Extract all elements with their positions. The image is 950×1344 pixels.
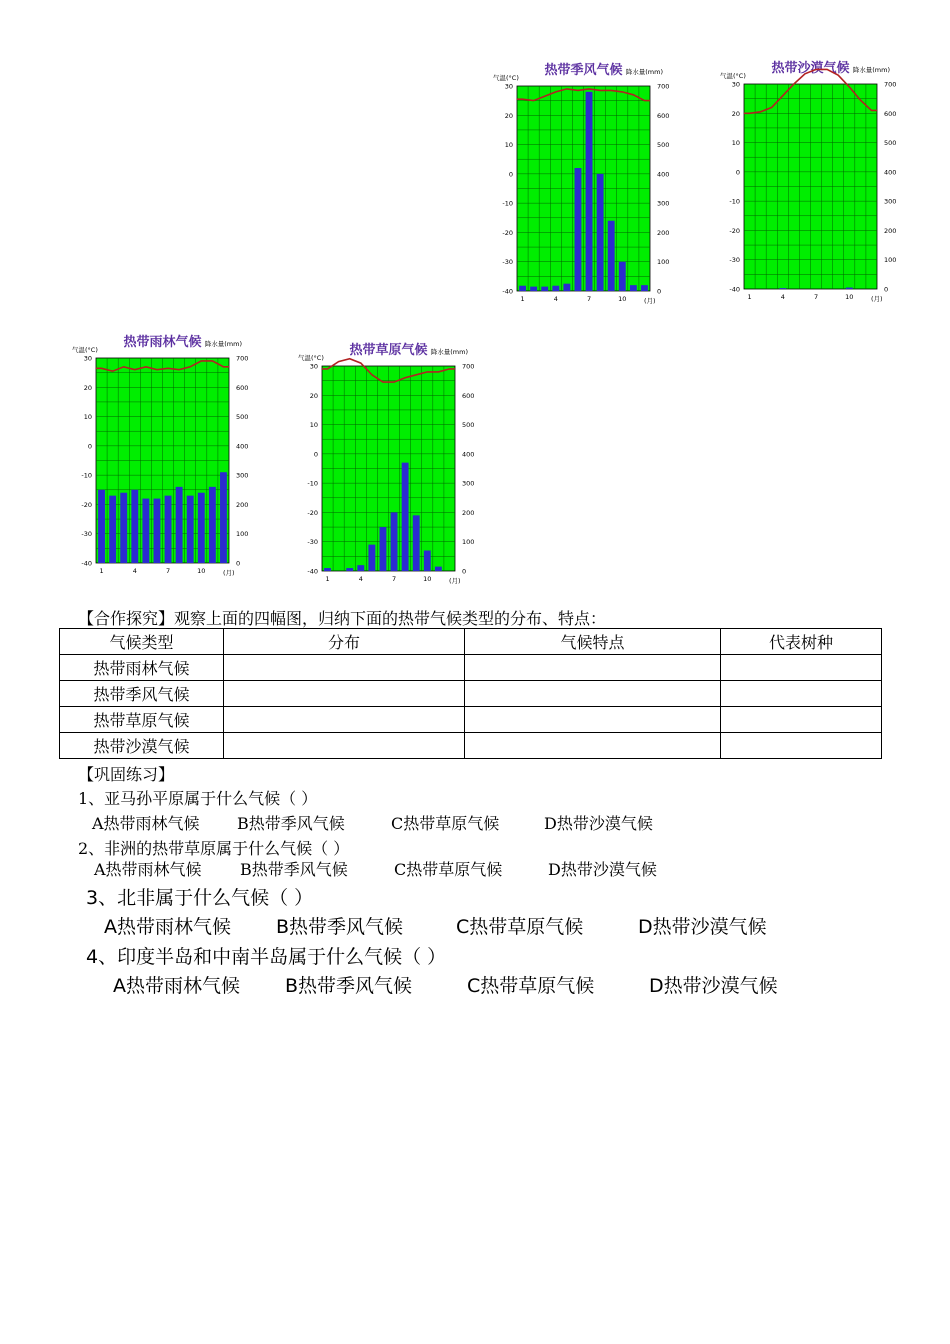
option-c[interactable]: C热带草原气候 — [456, 916, 584, 938]
precip-tick-label: 700 — [462, 362, 475, 371]
section-title-cooperative: 【合作探究】观察上面的四幅图，归纳下面的热带气候类型的分布、特点： — [78, 609, 607, 628]
temp-tick-label: 0 — [508, 170, 513, 179]
precip-bar — [368, 545, 375, 571]
temp-tick-label: 30 — [731, 80, 740, 89]
precip-tick-label: 700 — [236, 354, 249, 363]
temp-tick-label: -20 — [502, 228, 513, 237]
month-tick-label: 4 — [553, 295, 558, 303]
precip-tick-label: 700 — [657, 82, 670, 91]
temp-tick-label: -40 — [502, 287, 513, 296]
precip-bar — [586, 92, 593, 291]
month-unit-label: (月) — [871, 295, 883, 303]
precip-bar — [109, 496, 116, 563]
temp-tick-label: -40 — [729, 285, 740, 294]
option-d[interactable]: D热带沙漠气候 — [649, 975, 778, 997]
precip-axis-label: 降水量(mm) — [430, 348, 468, 356]
chart-title: 热带沙漠气候 — [771, 61, 850, 76]
temp-tick-label: 10 — [504, 141, 513, 150]
table-header: 分布 — [224, 629, 465, 655]
table-cell-blank[interactable] — [465, 733, 721, 759]
precip-bar — [641, 285, 648, 291]
precip-tick-label: 200 — [236, 500, 249, 509]
precip-bar — [630, 285, 637, 291]
precip-tick-label: 400 — [884, 168, 897, 177]
chart-title: 热带雨林气候 — [123, 335, 202, 350]
precip-tick-label: 300 — [236, 471, 249, 480]
option-c[interactable]: C热带草原气候 — [394, 860, 503, 879]
chart-title: 热带草原气候 — [349, 343, 428, 358]
precip-tick-label: 500 — [657, 141, 670, 150]
table-cell-blank[interactable] — [721, 707, 882, 733]
precip-tick-label: 500 — [462, 421, 475, 430]
option-d[interactable]: D热带沙漠气候 — [544, 814, 653, 833]
precip-bar — [187, 496, 194, 563]
precip-bar — [530, 287, 537, 291]
temp-tick-label: 30 — [309, 362, 318, 371]
table-cell-climate: 热带草原气候 — [60, 707, 224, 733]
temp-tick-label: 0 — [87, 442, 92, 451]
precip-tick-label: 400 — [462, 450, 475, 459]
temp-tick-label: -40 — [307, 567, 318, 576]
precip-tick-label: 0 — [884, 285, 889, 294]
month-tick-label: 10 — [197, 567, 206, 575]
table-header: 气候特点 — [465, 629, 721, 655]
precip-bar — [779, 288, 786, 289]
month-tick-label: 7 — [813, 293, 819, 301]
temp-tick-label: -20 — [81, 500, 92, 509]
precip-bar — [402, 463, 409, 571]
precip-bar — [552, 286, 559, 291]
climate-table — [59, 628, 882, 759]
table-row — [60, 707, 882, 733]
option-c[interactable]: C热带草原气候 — [391, 814, 500, 833]
temp-axis-label: 气温(°C) — [720, 72, 746, 80]
precip-bar — [519, 286, 526, 291]
precip-tick-label: 500 — [236, 413, 249, 422]
month-tick-label: 7 — [586, 295, 592, 303]
question-2: 2、非洲的热带草原属于什么气候（ ） — [78, 839, 350, 858]
temp-tick-label: -30 — [502, 258, 513, 267]
chart-svg — [493, 58, 670, 308]
precip-tick-label: 200 — [657, 228, 670, 237]
table-header: 气候类型 — [60, 629, 224, 655]
temp-tick-label: -10 — [81, 471, 92, 480]
option-c[interactable]: C热带草原气候 — [467, 975, 595, 997]
precip-axis-label: 降水量(mm) — [852, 66, 890, 74]
table-header: 代表树种 — [721, 629, 882, 655]
month-unit-label: (月) — [223, 569, 235, 577]
option-a[interactable]: A热带雨林气候 — [92, 814, 200, 833]
option-b[interactable]: B热带季风气候 — [276, 916, 404, 938]
option-a[interactable]: A热带雨林气候 — [113, 975, 240, 997]
chart-svg — [720, 56, 897, 306]
precip-tick-label: 600 — [462, 391, 475, 400]
temp-tick-label: -10 — [729, 197, 740, 206]
temp-tick-label: 0 — [313, 450, 318, 459]
chart-desert — [720, 56, 897, 306]
option-d[interactable]: D热带沙漠气候 — [638, 916, 767, 938]
table-cell-blank[interactable] — [224, 707, 465, 733]
temp-tick-label: -20 — [729, 226, 740, 235]
question-1: 1、亚马孙平原属于什么气候（ ） — [78, 789, 318, 808]
table-cell-climate: 热带雨林气候 — [60, 655, 224, 681]
chart-monsoon — [493, 58, 670, 308]
month-tick-label: 1 — [747, 293, 752, 301]
precip-bar — [391, 512, 398, 571]
temp-tick-label: 30 — [83, 354, 92, 363]
chart-savanna — [298, 338, 475, 588]
table-cell-blank[interactable] — [224, 681, 465, 707]
table-row — [60, 681, 882, 707]
precip-tick-label: 600 — [236, 383, 249, 392]
section-title-practice: 【巩固练习】 — [78, 765, 175, 784]
month-tick-label: 4 — [132, 567, 137, 575]
precip-tick-label: 0 — [236, 559, 241, 568]
table-cell-blank[interactable] — [721, 733, 882, 759]
precip-tick-label: 400 — [236, 442, 249, 451]
option-b[interactable]: B热带季风气候 — [237, 814, 345, 833]
month-unit-label: (月) — [644, 297, 656, 305]
precip-tick-label: 300 — [884, 197, 897, 206]
precip-bar — [597, 174, 604, 291]
precip-bar — [619, 262, 626, 291]
precip-bar — [165, 496, 172, 563]
precip-tick-label: 100 — [236, 530, 249, 539]
temp-tick-label: 10 — [731, 139, 740, 148]
month-tick-label: 10 — [423, 575, 432, 583]
table-cell-climate: 热带沙漠气候 — [60, 733, 224, 759]
precip-tick-label: 100 — [657, 258, 670, 267]
month-tick-label: 10 — [845, 293, 854, 301]
option-b[interactable]: B热带季风气候 — [285, 975, 413, 997]
chart-svg — [298, 338, 475, 588]
precip-bar — [357, 565, 364, 571]
temp-tick-label: 20 — [309, 391, 318, 400]
temp-axis-label: 气温(°C) — [72, 346, 98, 354]
temp-tick-label: -40 — [81, 559, 92, 568]
precip-tick-label: 100 — [462, 538, 475, 547]
table-cell-blank[interactable] — [465, 707, 721, 733]
temp-tick-label: -30 — [307, 538, 318, 547]
precip-tick-label: 300 — [657, 199, 670, 208]
month-tick-label: 7 — [391, 575, 397, 583]
temp-tick-label: 10 — [309, 421, 318, 430]
temp-tick-label: -30 — [729, 256, 740, 265]
month-tick-label: 10 — [618, 295, 627, 303]
temp-tick-label: 0 — [735, 168, 740, 177]
chart-rainforest — [72, 330, 249, 580]
precip-tick-label: 400 — [657, 170, 670, 179]
chart-svg — [72, 330, 249, 580]
temp-tick-label: 20 — [83, 383, 92, 392]
option-b[interactable]: B热带季风气候 — [240, 860, 348, 879]
precip-bar — [120, 493, 127, 563]
precip-bar — [176, 487, 183, 563]
precip-bar — [424, 551, 431, 572]
precip-tick-label: 200 — [462, 508, 475, 517]
precip-tick-label: 600 — [884, 109, 897, 118]
precip-bar — [541, 287, 548, 291]
precip-bar — [220, 472, 227, 563]
precip-tick-label: 300 — [462, 479, 475, 488]
precip-bar — [846, 288, 853, 289]
month-tick-label: 1 — [99, 567, 104, 575]
temp-tick-label: 20 — [504, 111, 513, 120]
precip-bar — [563, 284, 570, 291]
precip-bar — [346, 568, 353, 571]
precip-tick-label: 0 — [462, 567, 467, 576]
table-cell-blank[interactable] — [224, 655, 465, 681]
month-unit-label: (月) — [449, 577, 461, 585]
month-tick-label: 4 — [358, 575, 363, 583]
table-cell-climate: 热带季风气候 — [60, 681, 224, 707]
option-a[interactable]: A热带雨林气候 — [104, 916, 231, 938]
table-header-row — [60, 629, 882, 655]
question-3: 3、北非属于什么气候（ ） — [86, 887, 314, 909]
option-d[interactable]: D热带沙漠气候 — [548, 860, 657, 879]
month-tick-label: 1 — [520, 295, 525, 303]
precip-tick-label: 200 — [884, 226, 897, 235]
temp-tick-label: -10 — [502, 199, 513, 208]
precip-bar — [435, 567, 442, 571]
month-tick-label: 7 — [165, 567, 171, 575]
table-cell-blank[interactable] — [721, 681, 882, 707]
precip-axis-label: 降水量(mm) — [625, 68, 663, 76]
temp-tick-label: 30 — [504, 82, 513, 91]
temp-axis-label: 气温(°C) — [298, 354, 324, 362]
temp-tick-label: -30 — [81, 530, 92, 539]
precip-bar — [154, 499, 161, 563]
table-cell-blank[interactable] — [465, 655, 721, 681]
question-4: 4、印度半岛和中南半岛属于什么气候（ ） — [86, 946, 447, 968]
table-row — [60, 733, 882, 759]
precip-tick-label: 100 — [884, 256, 897, 265]
temp-axis-label: 气温(°C) — [493, 74, 519, 82]
precip-tick-label: 700 — [884, 80, 897, 89]
precip-bar — [575, 168, 582, 291]
precip-bar — [142, 499, 149, 563]
precip-bar — [131, 490, 138, 563]
temp-tick-label: -10 — [307, 479, 318, 488]
precip-tick-label: 600 — [657, 111, 670, 120]
precip-bar — [98, 490, 105, 563]
precip-bar — [209, 487, 216, 563]
precip-tick-label: 500 — [884, 139, 897, 148]
precip-tick-label: 0 — [657, 287, 662, 296]
temp-tick-label: 20 — [731, 109, 740, 118]
precip-bar — [324, 568, 331, 571]
table-cell-blank[interactable] — [465, 681, 721, 707]
month-tick-label: 1 — [325, 575, 330, 583]
table-cell-blank[interactable] — [721, 655, 882, 681]
precip-bar — [608, 221, 615, 291]
table-row — [60, 655, 882, 681]
precip-bar — [198, 493, 205, 563]
month-tick-label: 4 — [780, 293, 785, 301]
precip-bar — [413, 515, 420, 571]
temp-tick-label: -20 — [307, 508, 318, 517]
option-a[interactable]: A热带雨林气候 — [94, 860, 202, 879]
table-cell-blank[interactable] — [224, 733, 465, 759]
precip-axis-label: 降水量(mm) — [204, 340, 242, 348]
temp-tick-label: 10 — [83, 413, 92, 422]
chart-title: 热带季风气候 — [544, 63, 623, 78]
precip-bar — [380, 527, 387, 571]
